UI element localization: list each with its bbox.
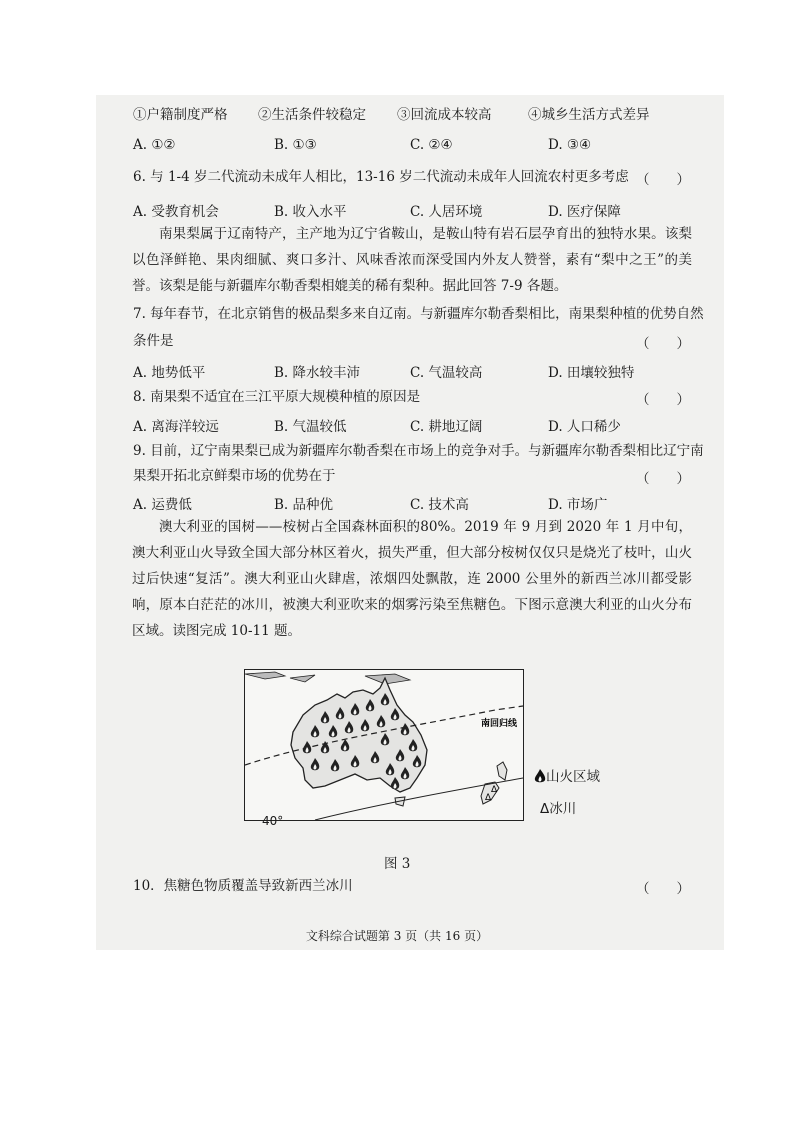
legend-glacier bbox=[540, 797, 576, 817]
q5-item-4: ④城乡生活方式差异 bbox=[528, 107, 650, 123]
q7-stem-line2: 条件是 bbox=[133, 333, 174, 349]
q5-option-a: A. ①② bbox=[133, 137, 176, 153]
flame-icon bbox=[534, 768, 546, 784]
q9-option-d: D. 市场广 bbox=[548, 497, 608, 513]
q7-option-c: C. 气温较高 bbox=[410, 365, 483, 381]
q10-answer-paren: （ ） bbox=[636, 881, 690, 897]
q7-option-d: D. 田壤较独特 bbox=[548, 365, 635, 381]
australia-fire-map bbox=[244, 669, 524, 821]
q7-answer-paren: （ ） bbox=[636, 336, 690, 352]
q8-option-c: C. 耕地辽阔 bbox=[410, 419, 483, 435]
q8-stem: 8. 南果梨不适宜在三江平原大规模种植的原因是 bbox=[133, 389, 421, 405]
q6-option-a: A. 受教育机会 bbox=[133, 204, 219, 220]
q8-option-a: A. 离海洋较远 bbox=[133, 419, 219, 435]
passage-nanguo-pear: 南果梨属于辽南特产，主产地为辽宁省鞍山，是鞍山特有岩石层孕育出的独特水果。该梨以色泽鲜艳、果肉细腻、爽口多汁、风味香浓而深受国内外友人赞誉，素有“梨中之王”的美誉。该梨是能与新疆库尔勒香梨相媲美的稀有梨种。据此回答 7-9 各题。 bbox=[132, 226, 692, 294]
glacier-icon: Δ bbox=[540, 801, 550, 817]
q6-option-d: D. 医疗保障 bbox=[548, 204, 621, 220]
passage-australia-fire: 澳大利亚的国树——桉树占全国森林面积的80%。2019 年 9 月到 2020 年 1 月中旬，澳大利亚山火导致全国大部分林区着火，损失严重，但大部分桉树仅仅只是烧光了枝叶，山火过后快速“复活”。澳大利亚山火肆虐，浓烟四处飘散，连 2000 公里外的新西兰冰川都受影响，原本白茫茫的冰川，被澳大利亚吹来的烟雾污染至焦糖色。下图示意澳大利亚的山火分布区域。读图完成 10-11 题。 bbox=[132, 519, 692, 639]
q5-option-d: D. ③④ bbox=[548, 137, 592, 153]
q8-option-d: D. 人口稀少 bbox=[548, 419, 621, 435]
q5-option-c: C. ②④ bbox=[410, 137, 453, 153]
q5-item-2: ②生活条件较稳定 bbox=[258, 107, 366, 123]
legend-fire-label: 山火区域 bbox=[546, 769, 600, 785]
q9-stem-line2: 果梨开拓北京鲜梨市场的优势在于 bbox=[133, 468, 336, 484]
q5-option-b: B. ①③ bbox=[274, 137, 317, 153]
q5-item-1: ①户籍制度严格 bbox=[133, 107, 228, 123]
q5-item-3: ③回流成本较高 bbox=[397, 107, 492, 123]
latitude-label: 40° bbox=[262, 814, 284, 828]
q7-option-b: B. 降水较丰沛 bbox=[274, 365, 361, 381]
q9-option-c: C. 技术高 bbox=[410, 497, 469, 513]
svg-text:Δ: Δ bbox=[491, 785, 498, 795]
svg-text:Δ: Δ bbox=[485, 793, 492, 803]
q10-stem: 10．焦糖色物质覆盖导致新西兰冰川 bbox=[133, 878, 353, 894]
page-footer: 文科综合试题第 3 页（共 16 页） bbox=[305, 929, 489, 943]
figure-caption: 图 3 bbox=[384, 856, 411, 872]
map-drawing bbox=[245, 670, 523, 820]
q6-stem: 6. 与 1-4 岁二代流动未成年人相比，13-16 岁二代流动未成年人回流农村更多考虑 bbox=[133, 169, 629, 185]
q6-option-c: C. 人居环境 bbox=[410, 204, 483, 220]
tropic-label: 南回归线 bbox=[481, 719, 518, 729]
q9-answer-paren: （ ） bbox=[636, 471, 690, 487]
q6-option-b: B. 收入水平 bbox=[274, 204, 347, 220]
q6-answer-paren: （ ） bbox=[636, 172, 690, 188]
q9-option-b: B. 品种优 bbox=[274, 497, 334, 513]
q7-option-a: A. 地势低平 bbox=[133, 365, 206, 381]
legend-fire bbox=[534, 765, 600, 785]
q8-answer-paren: （ ） bbox=[636, 392, 690, 408]
q8-option-b: B. 气温较低 bbox=[274, 419, 347, 435]
q9-option-a: A. 运费低 bbox=[133, 497, 192, 513]
legend-glacier-label: 冰川 bbox=[549, 801, 577, 817]
q7-stem-line1: 7. 每年春节，在北京销售的极品梨多来自辽南。与新疆库尔勒香梨相比，南果梨种植的优势自然 bbox=[133, 306, 704, 322]
q9-stem-line1: 9. 目前，辽宁南果梨已成为新疆库尔勒香梨在市场上的竞争对手。与新疆库尔勒香梨相比辽宁南 bbox=[133, 443, 704, 459]
